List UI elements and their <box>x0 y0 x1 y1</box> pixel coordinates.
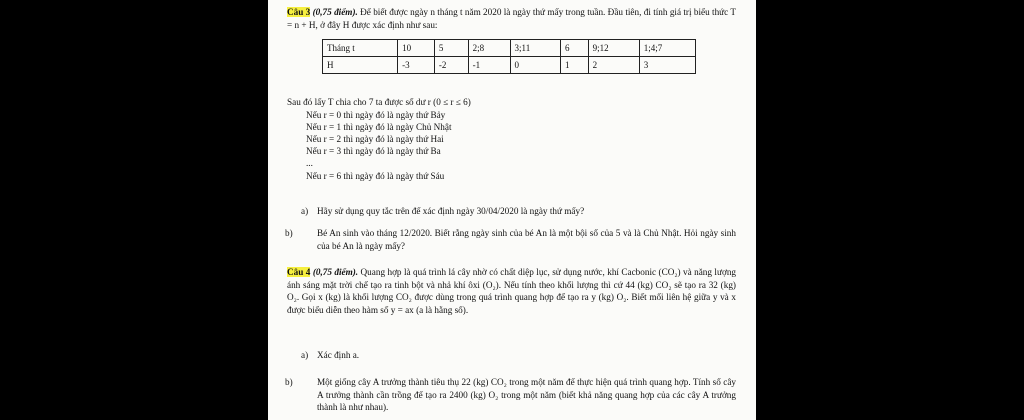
table-cell: H <box>323 57 398 74</box>
rule-r3: Nếu r = 3 thì ngày đó là ngày thứ Ba <box>306 146 441 156</box>
table-cell: -1 <box>468 57 510 74</box>
table-cell: 0 <box>510 57 560 74</box>
q4-label: Câu 4 <box>287 267 311 277</box>
q3-points: (0,75 điểm). <box>312 7 358 17</box>
q3-after-text: Sau đó lấy T chia cho 7 ta được số dư r (0 ≤ r ≤ 6) <box>287 97 471 107</box>
q4-part-b <box>285 376 736 414</box>
q3-intro-text: Để biết được ngày n tháng t năm 2020 là ngày thứ mấy trong tuần. Đầu tiên, đi tính giá trị biểu thức T = n + H, ở đây H được xác định như sau: <box>287 7 737 30</box>
table-row-month <box>323 40 696 57</box>
q4-points: (0,75 điểm). <box>312 267 359 277</box>
table-cell: 3 <box>639 57 695 74</box>
q4-b-text: Một giống cây A trưởng thành tiêu thụ 22 (kg) CO₂ trong một năm để thực hiện quá trình quang hợp. Tính số cây A trưởng thành cần trồng để tạo ra 2400 (kg) O₂ trong một năm (biết khả năng quang hợp của các cây A trưởng thành là như nhau). <box>317 377 736 412</box>
table-cell: -2 <box>434 57 468 74</box>
table-cell: 6 <box>560 40 588 57</box>
table-cell: 3;11 <box>510 40 560 57</box>
document-page <box>268 0 756 420</box>
rule-r6: Nếu r = 6 thì ngày đó là ngày thứ Sáu <box>306 171 445 181</box>
q3-a-text: Hãy sử dụng quy tắc trên để xác định ngày 30/04/2020 là ngày thứ mấy? <box>317 206 585 216</box>
rule-r1: Nếu r = 1 thì ngày đó là ngày Chủ Nhật <box>306 122 452 132</box>
table-cell: 10 <box>398 40 435 57</box>
table-cell: Tháng t <box>323 40 398 57</box>
q4-part-a <box>301 349 736 362</box>
rule-ellipsis: ... <box>306 158 313 168</box>
month-h-table <box>322 39 696 74</box>
q4-intro-text: Quang hợp là quá trình lá cây nhờ có chất diệp lục, sử dụng nước, khí Cacbonic (CO₂) và năng lượng ánh sáng mặt trời chế tạo ra tinh bột và nhả khí ôxi (O₂). Nếu tính theo khối lượng thì cứ 44 (kg) CO₂ sẽ tạo ra 32 (kg) O₂. Gọi x (kg) là khối lượng CO₂ được dùng trong quá trình quang hợp để tạo ra y (kg) O₂. Biết mối liên hệ giữa y và x được biểu diễn theo hàm số y = ax (a là hằng số). <box>287 267 737 315</box>
table-row-h <box>323 57 696 74</box>
q3-b-label: b) <box>285 228 293 238</box>
rule-r2: Nếu r = 2 thì ngày đó là ngày thứ Hai <box>306 134 444 144</box>
q3-a-label: a) <box>301 206 309 216</box>
q3-b-text: Bé An sinh vào tháng 12/2020. Biết rằng ngày sinh của bé An là một bội số của 5 và là Chủ Nhật. Hỏi ngày sinh của bé An là ngày mấy? <box>317 228 736 251</box>
q4-a-label: a) <box>301 350 309 360</box>
table-cell: 1;4;7 <box>639 40 695 57</box>
table-cell: 9;12 <box>588 40 639 57</box>
q3-intro <box>287 6 736 31</box>
table-cell: 1 <box>560 57 588 74</box>
table-cell: 5 <box>434 40 468 57</box>
q4-intro <box>287 266 736 316</box>
q4-a-text: Xác định a. <box>317 350 360 360</box>
q3-label: Câu 3 <box>287 7 311 17</box>
table-cell: -3 <box>398 57 435 74</box>
rule-r0: Nếu r = 0 thì ngày đó là ngày thứ Bảy <box>306 110 446 120</box>
q3-part-a <box>301 205 736 218</box>
q3-part-b <box>285 227 736 252</box>
table-cell: 2;8 <box>468 40 510 57</box>
q4-b-label: b) <box>285 377 293 387</box>
table-cell: 2 <box>588 57 639 74</box>
